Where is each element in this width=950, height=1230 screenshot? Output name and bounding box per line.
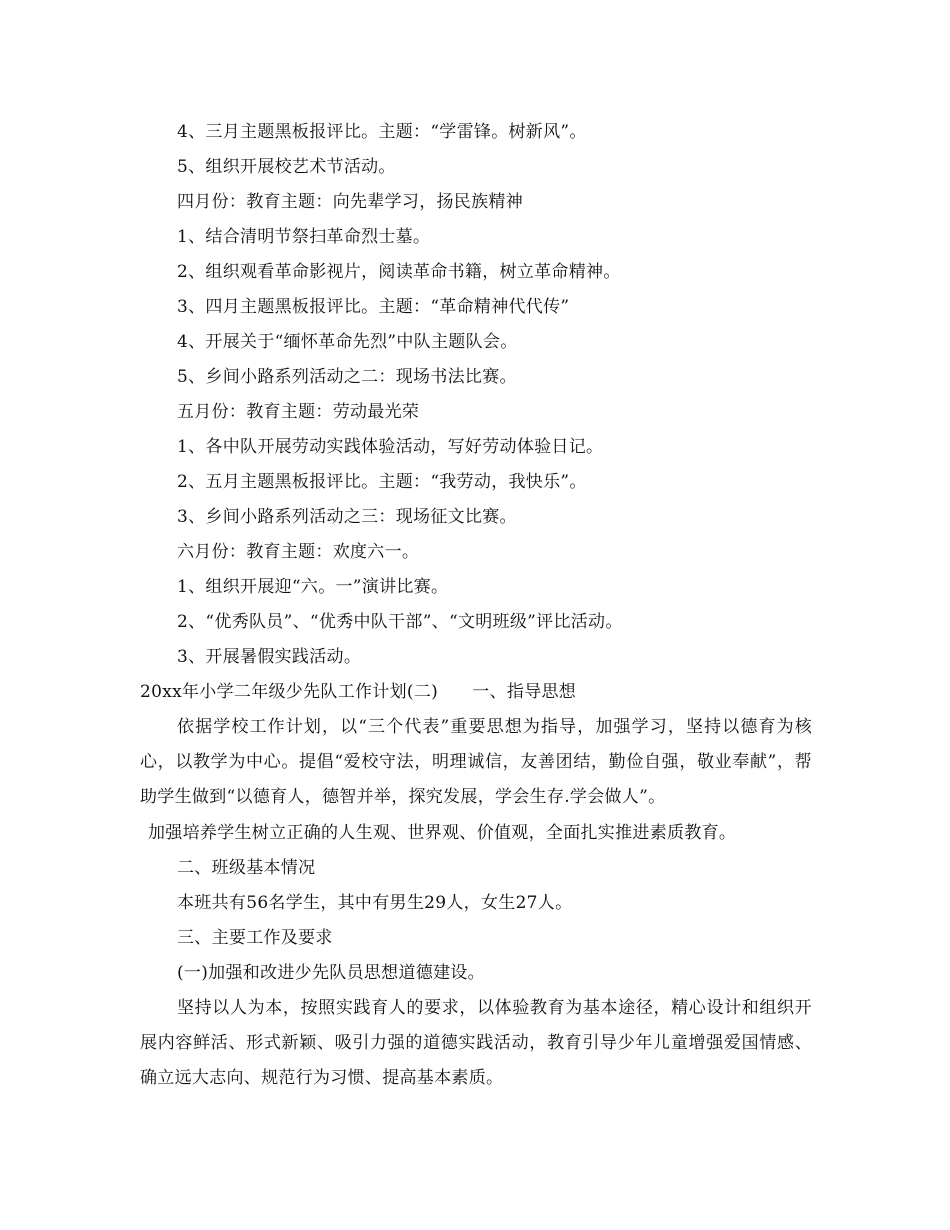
list-item: 1、结合清明节祭扫革命烈士墓。 <box>177 227 431 247</box>
class-info: 本班共有56名学生，其中有男生29人，女生27人。 <box>177 893 573 913</box>
list-item: 4、三月主题黑板报评比。主题：“学雷锋。树新风”。 <box>177 122 587 142</box>
section-heading: 二、班级基本情况 <box>177 858 316 878</box>
list-item: 5、组织开展校艺术节活动。 <box>177 157 396 177</box>
section-heading: 三、主要工作及要求 <box>177 928 333 948</box>
month-heading: 四月份：教育主题：向先辈学习，扬民族精神 <box>177 192 523 212</box>
list-item: 1、各中队开展劳动实践体验活动，写好劳动体验日记。 <box>177 437 604 457</box>
plan-title: 20xx年小学二年级少先队工作计划(二) 一、指导思想 <box>140 682 577 702</box>
list-item: 2、“优秀队员”、“优秀中队干部”、“文明班级”评比活动。 <box>177 612 623 632</box>
list-item: 2、五月主题黑板报评比。主题：“我劳动，我快乐”。 <box>177 472 587 492</box>
list-item: 2、组织观看革命影视片，阅读革命书籍，树立革命精神。 <box>177 262 621 282</box>
month-heading: 六月份：教育主题：欢度六一。 <box>177 542 420 562</box>
list-item: 3、开展暑假实践活动。 <box>177 647 362 667</box>
list-item: 3、四月主题黑板报评比。主题：“革命精神代代传” <box>177 297 570 317</box>
list-item: 1、组织开展迎“六。一”演讲比赛。 <box>177 577 449 597</box>
month-heading: 五月份：教育主题：劳动最光荣 <box>177 402 420 422</box>
list-item: 5、乡间小路系列活动之二：现场书法比赛。 <box>177 367 517 387</box>
list-item: 4、开展关于“缅怀革命先烈”中队主题队会。 <box>177 332 518 352</box>
subsection-heading: (一)加强和改进少先队员思想道德建设。 <box>177 963 485 983</box>
moral-paragraph: 坚持以人为本，按照实践育人的要求，以体验教育为基本途径，精心设计和组织开展内容鲜活、形式新颖、吸引力强的道德实践活动，教育引导少年儿童增强爱国情感、确立远大志向、规范行为习惯、提高基本素质。 <box>140 998 812 1088</box>
guiding-paragraph-tail: 加强培养学生树立正确的人生观、世界观、价值观，全面扎实推进素质教育。 <box>148 823 737 843</box>
list-item: 3、乡间小路系列活动之三：现场征文比赛。 <box>177 507 517 527</box>
guiding-paragraph: 依据学校工作计划，以“三个代表”重要思想为指导，加强学习，坚持以德育为核心，以教学为中心。提倡“爱校守法，明理诚信，友善团结，勤俭自强，敬业奉献”，帮助学生做到“以德育人，德智并举，探究发展，学会生存.学会做人”。 <box>140 717 812 807</box>
